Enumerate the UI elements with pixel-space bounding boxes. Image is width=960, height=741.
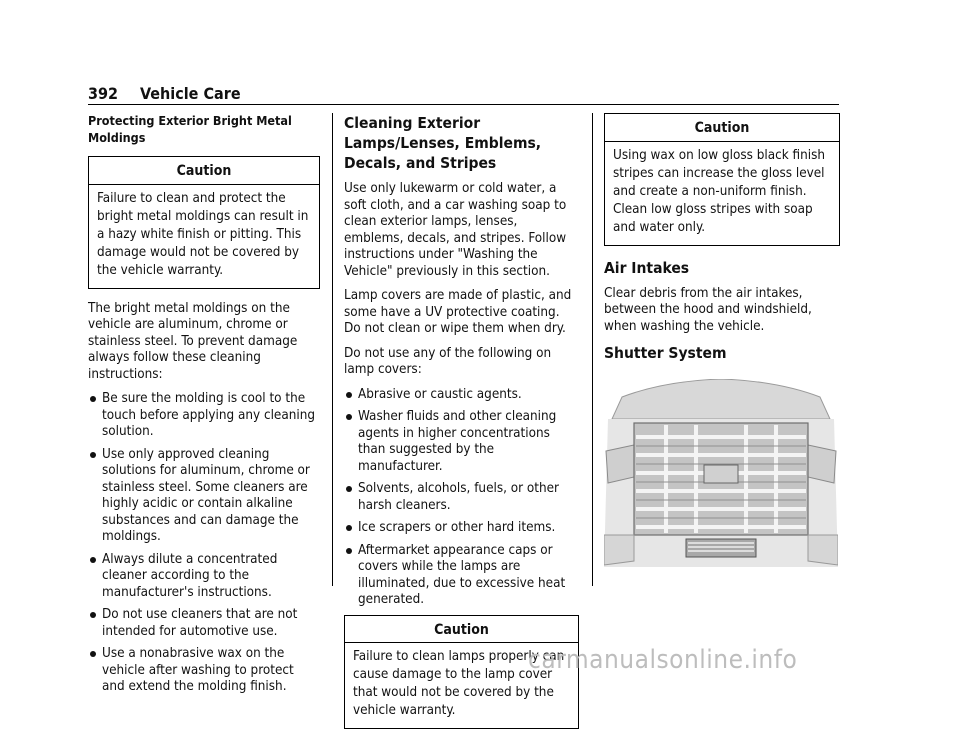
heading-air-intakes: Air Intakes (604, 258, 690, 277)
paragraph: Clear debris from the air intakes, between the hood and windshield, when washing the vehicle. (604, 285, 812, 334)
caution-title: Caution (89, 157, 319, 185)
list-item: Always dilute a concentrated cleaner according to the manufacturer's instructions. (88, 552, 320, 602)
list-item: Aftermarket appearance caps or covers while the lamps are illuminated, due to excessive heat generated. (344, 543, 579, 609)
column-divider (332, 113, 333, 586)
caution-box-moldings (88, 156, 320, 289)
column-divider (592, 113, 593, 586)
column-3 (604, 113, 840, 573)
caution-box-wax (604, 113, 840, 246)
list-item: Be sure the molding is cool to the touch before applying any cleaning solution. (88, 391, 320, 441)
caution-text: Using wax on low gloss black finish stripes can increase the gloss level and create a non-uniform finish. Clean low gloss stripes with soap and water only. (613, 147, 826, 235)
heading-shutter-system: Shutter System (604, 344, 727, 362)
list-item: Abrasive or caustic agents. (344, 387, 579, 404)
paragraph: Do not use any of the following on lamp covers: (344, 345, 552, 377)
paragraph: Use only lukewarm or cold water, a soft cloth, and a car washing soap to clean exterior lamps, lenses, emblems, decals, and stripes. Follow instructions under "Washing the Vehicle" previously in this section. (344, 181, 567, 279)
list-item: Do not use cleaners that are not intended for automotive use. (88, 607, 320, 640)
truck-front-grille-illustration (604, 379, 838, 567)
list-item: Washer fluids and other cleaning agents in higher concentrations than suggested by the manufacturer. (344, 409, 579, 475)
caution-text: Failure to clean and protect the bright metal moldings can result in a hazy white finish or pitting. This damage would not be covered by the vehicle warranty. (97, 190, 309, 278)
intro-paragraph: The bright metal moldings on the vehicle are aluminum, chrome or stainless steel. To prevent damage always follow these cleaning instructions: (88, 300, 298, 382)
section-title: Vehicle Care (140, 84, 241, 103)
caution-title: Caution (345, 616, 578, 644)
bullet-list-lamps (344, 387, 579, 609)
page-number: 392 (88, 84, 119, 103)
page-header (88, 82, 839, 105)
list-item: Ice scrapers or other hard items. (344, 520, 579, 537)
caution-title: Caution (605, 114, 839, 142)
watermark-text: carmanualsonline.info (528, 645, 798, 675)
heading-cleaning-lamps: Cleaning Exterior Lamps/Lenses, Emblems, Decals, and Stripes (344, 114, 542, 172)
column-1 (88, 113, 320, 702)
paragraph: Lamp covers are made of plastic, and some have a UV protective coating. Do not clean or wipe them when dry. (344, 288, 572, 336)
bullet-list-moldings (88, 391, 320, 696)
subhead-bright-metal: Protecting Exterior Bright Metal Moldings (88, 113, 292, 145)
list-item: Use a nonabrasive wax on the vehicle after washing to protect and extend the molding finish. (88, 646, 320, 696)
list-item: Use only approved cleaning solutions for aluminum, chrome or stainless steel. Some cleaners are highly acidic or contain alkaline substances and can damage the moldings. (88, 447, 320, 546)
caution-text: Failure to clean lamps properly can cause damage to the lamp cover that would not be covered by the vehicle warranty. (353, 649, 565, 718)
list-item: Solvents, alcohols, fuels, or other harsh cleaners. (344, 481, 579, 514)
